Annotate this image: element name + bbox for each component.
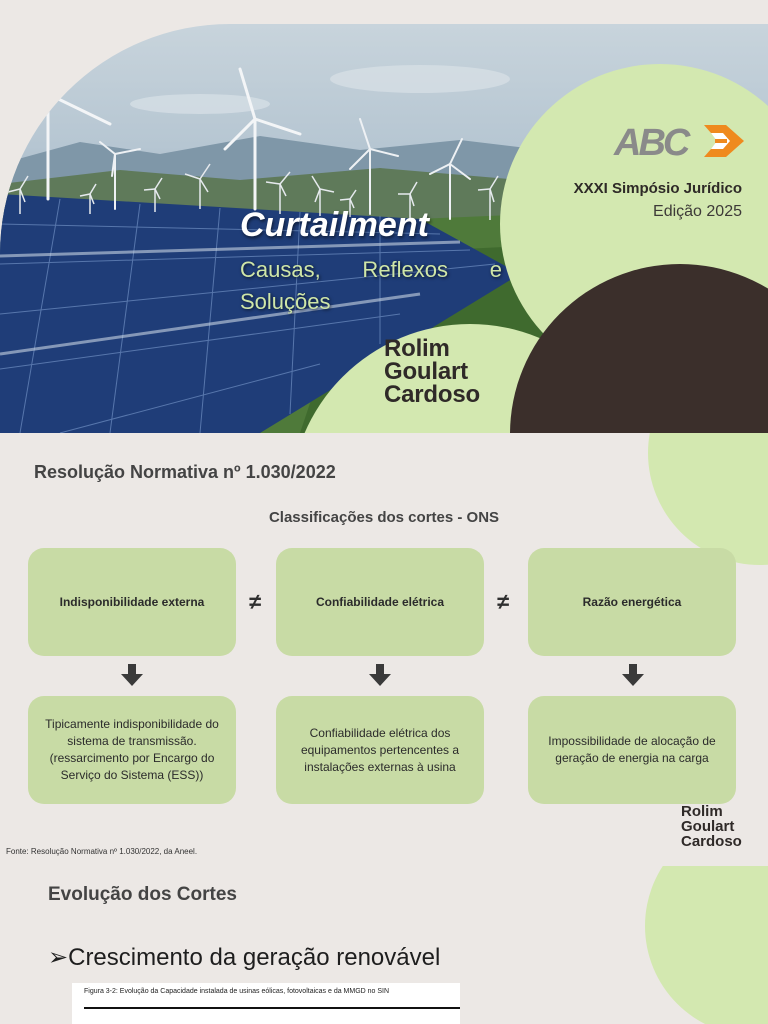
description-box-razao: Impossibilidade de alocação de geração de energia na carga [528,696,736,804]
cover-subtitle-line2: Soluções [240,289,331,314]
event-edition: Edição 2025 [653,203,742,220]
category-box-confiabilidade: Confiabilidade elétrica [276,548,484,656]
figure-caption: Figura 3-2: Evolução da Capacidade instalada de usinas eólicas, fotovoltaicas e da MMGD no SIN [84,988,390,995]
not-equal-symbol: ≠ [497,589,510,614]
firm-logo [384,337,480,406]
source-note: Fonte: Resolução Normativa nº 1.030/2022, da Aneel. [6,847,198,856]
bullet-arrow-icon: ➢ [48,944,69,971]
cover-subtitle-line1: Causas, Reflexos e [240,257,502,282]
cover-slide [0,0,768,433]
category-box-razao: Razão energética [528,548,736,656]
cover-title: Curtailment [240,206,429,244]
down-arrow-icon [121,664,143,686]
slide-title: Resolução Normativa nº 1.030/2022 [34,462,336,482]
firm-name-line2: Goulart [384,358,468,385]
category-box-indisponibilidade: Indisponibilidade externa [28,548,236,656]
event-name: XXXI Simpósio Jurídico [573,180,742,197]
description-box-indisponibilidade: Tipicamente indisponibilidade do sistema de transmissão. (ressarcimento por Encargo do Serviço do Sistema (ESS)) [28,696,236,804]
firm-logo-small [681,804,742,849]
firm-name-line1: Rolim [384,335,450,362]
evolution-slide [0,866,768,1024]
slide-title: Evolução dos Cortes [48,884,237,905]
firm-name-line1: Rolim [681,803,723,820]
classification-slide [0,433,768,866]
bullet-text: Crescimento da geração renovável [68,944,441,971]
not-equal-symbol: ≠ [249,589,262,614]
firm-name-line2: Goulart [681,818,735,835]
down-arrow-icon [369,664,391,686]
svg-text:ABC: ABC [614,122,688,164]
bullet-item [48,943,440,972]
firm-name-line3: Cardoso [384,381,480,408]
slide-subtitle: Classificações dos cortes - ONS [268,509,500,526]
description-box-confiabilidade: Confiabilidade elétrica dos equipamentos pertencentes a instalações externas à usina [276,696,484,804]
abce-logo [612,117,746,165]
down-arrow-icon [622,664,644,686]
firm-name-line3: Cardoso [681,833,742,850]
figure-divider [84,1007,460,1009]
